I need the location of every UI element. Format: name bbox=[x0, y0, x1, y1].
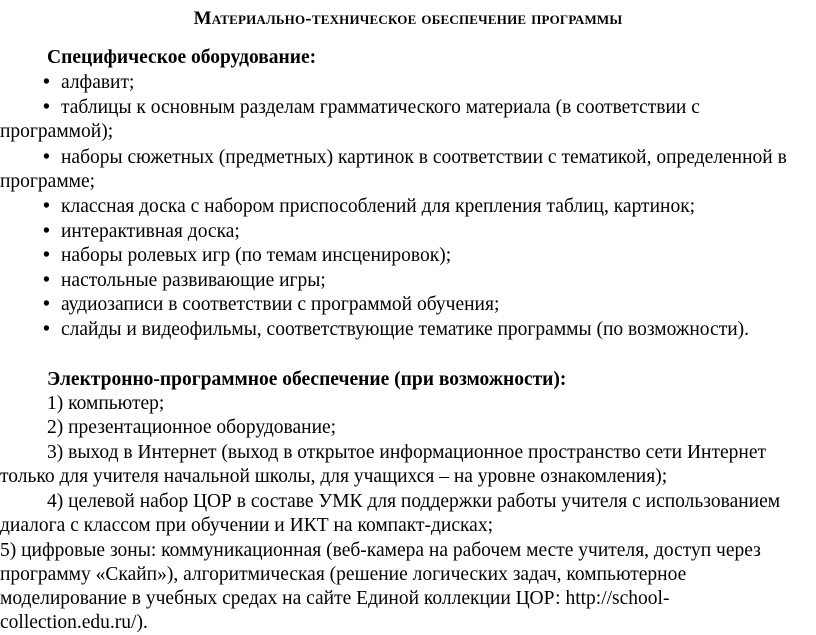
list-item-continuation: программе; bbox=[0, 171, 96, 192]
list-item: • слайды и видеофильмы, соответствующие тематике программы (по возможности). bbox=[43, 319, 750, 340]
list-item: • алфавит; bbox=[43, 72, 135, 93]
numbered-item: 5) цифровые зоны: коммуникационная (веб-камера на рабочем месте учителя, доступ через bbox=[0, 540, 761, 561]
page-title: Материально-техническое обеспечение программы bbox=[193, 8, 623, 29]
numbered-item-continuation: только для учителя начальной школы, для учащихся – на уровне ознакомления); bbox=[0, 466, 668, 487]
numbered-item: 1) компьютер; bbox=[47, 393, 165, 414]
bullet-icon: • bbox=[43, 270, 50, 291]
list-item: • классная доска с набором приспособлений для крепления таблиц, картинок; bbox=[43, 196, 696, 217]
numbered-item-continuation: программу «Скайп»), алгоритмическая (решение логических задач, компьютерное bbox=[0, 564, 687, 585]
list-item: • наборы ролевых игр (по темам инсценировок); bbox=[43, 245, 452, 266]
numbered-item: 3) выход в Интернет (выход в открытое информационное пространство сети Интернет bbox=[47, 442, 767, 463]
bullet-icon: • bbox=[43, 196, 50, 217]
list-item-continuation: программой); bbox=[0, 121, 114, 142]
numbered-item: 4) целевой набор ЦОР в составе УМК для поддержки работы учителя с использованием bbox=[47, 491, 781, 512]
bullet-icon: • bbox=[43, 97, 50, 118]
list-item: • настольные развивающие игры; bbox=[43, 270, 326, 291]
specific-equipment-heading: Специфическое оборудование: bbox=[47, 47, 317, 68]
numbered-item-continuation: моделирование в учебных средах на сайте Единой коллекции ЦОР: http://school- bbox=[0, 588, 670, 609]
numbered-item-continuation: диалога с классом при обучении и ИКТ на компакт-дисках; bbox=[0, 515, 493, 536]
bullet-icon: • bbox=[43, 294, 50, 315]
numbered-item: 2) презентационное оборудование; bbox=[47, 417, 337, 438]
electronic-software-heading: Электронно-программное обеспечение (при возможности): bbox=[47, 369, 567, 390]
list-item: • наборы сюжетных (предметных) картинок в соответствии с тематикой, определенной в bbox=[43, 147, 787, 168]
list-item: • таблицы к основным разделам грамматического материала (в соответствии с bbox=[43, 97, 700, 118]
numbered-item-continuation: collection.edu.ru/). bbox=[0, 612, 148, 633]
bullet-icon: • bbox=[43, 245, 50, 266]
list-item: • интерактивная доска; bbox=[43, 221, 240, 242]
list-item: • аудиозаписи в соответствии с программой обучения; bbox=[43, 294, 500, 315]
bullet-icon: • bbox=[43, 147, 50, 168]
bullet-icon: • bbox=[43, 221, 50, 242]
bullet-icon: • bbox=[43, 72, 50, 93]
bullet-icon: • bbox=[43, 319, 50, 340]
